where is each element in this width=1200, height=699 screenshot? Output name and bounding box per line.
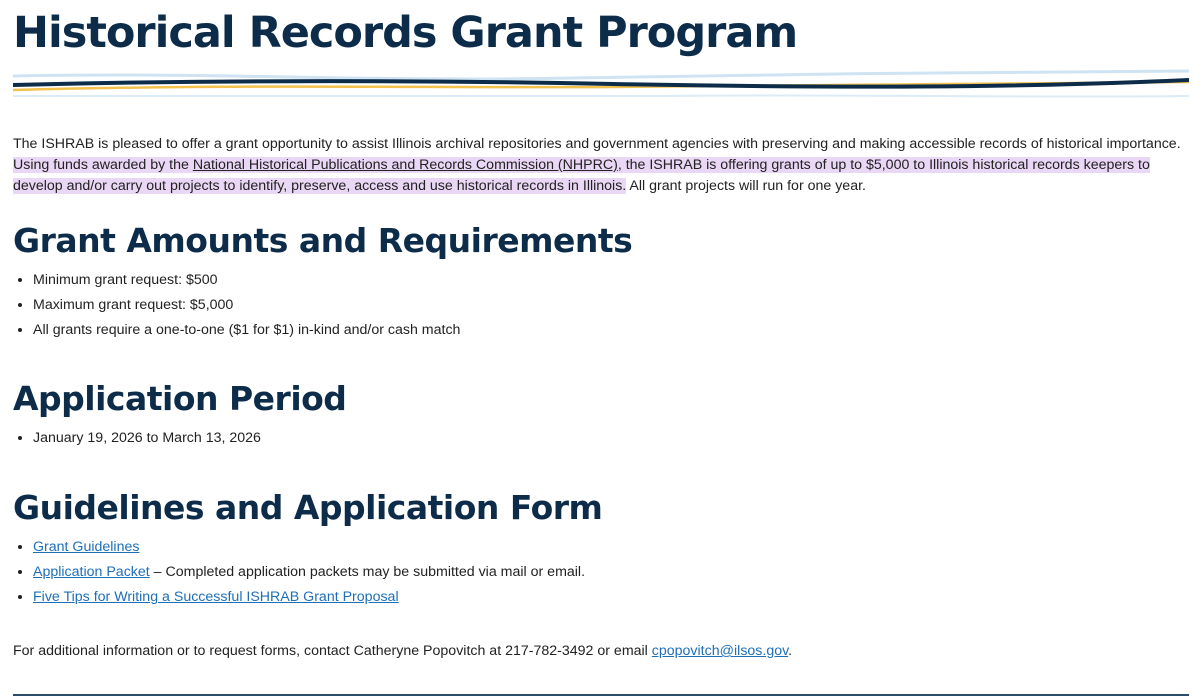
intro-highlighted-text	[13, 157, 1150, 194]
grant-guidelines-link[interactable]: Grant Guidelines	[33, 539, 140, 555]
wave-lightblue-line	[13, 71, 1189, 79]
list-item	[33, 560, 585, 585]
application-period-heading: Application Period	[13, 379, 347, 418]
intro-highlight-start: Using funds awarded by the	[13, 157, 193, 173]
five-tips-link[interactable]: Five Tips for Writing a Successful ISHRAB Grant Proposal	[33, 589, 399, 605]
intro-text-start: The ISHRAB is pleased to offer a grant opportunity to assist Illinois archival repositories and government agencies with preserving and making accessible records of historical importance.	[13, 136, 1181, 152]
contact-end: .	[788, 643, 793, 659]
list-item	[33, 535, 585, 560]
nhprc-link[interactable]: National Historical Publications and Records Commission (NHPRC)	[192, 157, 618, 173]
wave-lightblue-lower-line	[13, 95, 1189, 96]
decorative-wave-divider	[13, 68, 1189, 104]
intro-text-end: All grant projects will run for one year.	[626, 178, 866, 194]
list-item	[33, 585, 585, 610]
application-packet-note: – Completed application packets may be submitted via mail or email.	[149, 564, 586, 580]
list-item: • Maximum grant request: $5,000	[33, 293, 460, 318]
application-packet-link[interactable]: Application Packet	[33, 564, 150, 580]
guidelines-heading: Guidelines and Application Form	[13, 488, 603, 527]
grant-amounts-heading: Grant Amounts and Requirements	[13, 221, 633, 260]
application-period-list	[13, 426, 261, 451]
grant-amounts-list	[13, 268, 460, 343]
guidelines-list	[13, 535, 585, 610]
list-item: • January 19, 2026 to March 13, 2026	[33, 426, 261, 451]
list-item: • Minimum grant request: $500	[33, 268, 460, 293]
list-item: • All grants require a one-to-one ($1 for $1) in-kind and/or cash match	[33, 318, 460, 343]
intro-paragraph	[13, 134, 1189, 197]
contact-text: For additional information or to request forms, contact Catheryne Popovitch at 217-782-3492 or email	[13, 643, 652, 659]
contact-email-link[interactable]: cpopovitch@ilsos.gov	[651, 643, 789, 659]
bottom-divider	[13, 694, 1189, 696]
page-title: Historical Records Grant Program	[13, 8, 798, 58]
contact-paragraph	[13, 641, 792, 662]
intro-highlight-end: , the ISHRAB is offering grants of up to $5,000 to Illinois historical records keepers to develop and/or carry out projects to identify, preserve, access and use historical records in Illinois.	[13, 157, 1150, 194]
